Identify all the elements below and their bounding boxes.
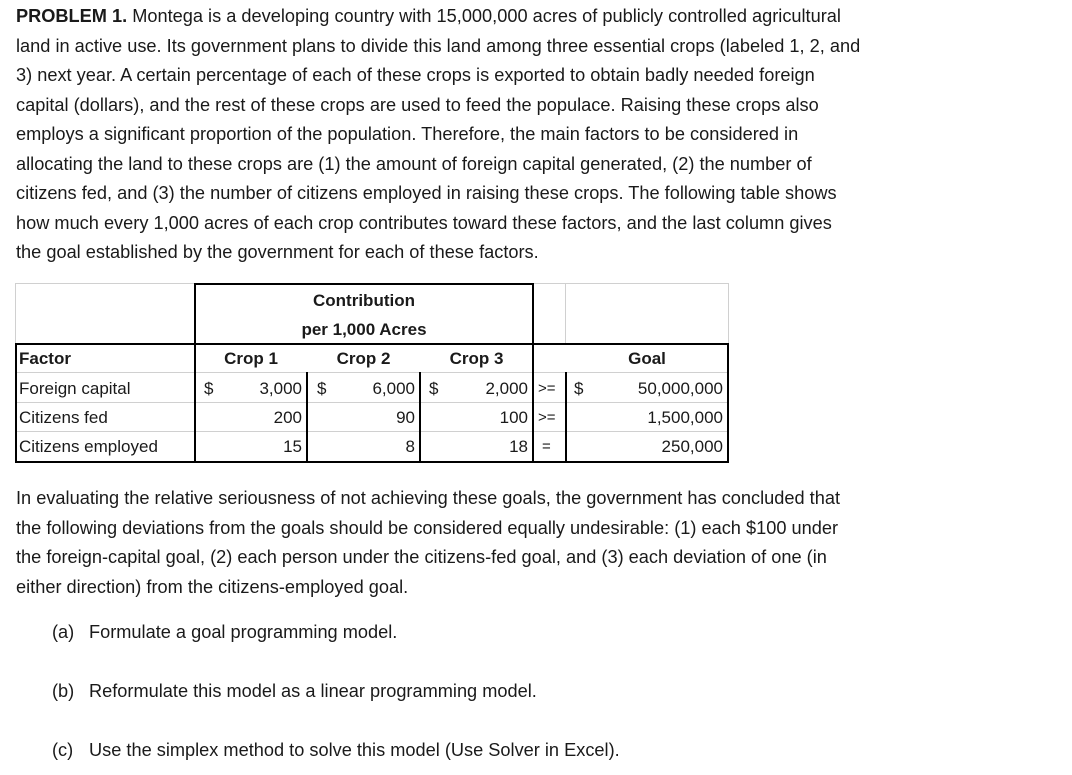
col-header-crop3: Crop 3 [449,349,504,368]
crop1-value: 15 [283,437,302,456]
crop1-value: 200 [273,408,302,427]
header-contribution: Contribution [313,291,415,310]
table-border [565,372,567,462]
grid-line [565,283,566,343]
problem-intro [16,2,1061,268]
evaluation-line-4: either direction) from the citizens-employed goal. [16,576,409,597]
part-c-text: Use the simplex method to solve this model (Use Solver in Excel). [89,740,620,760]
grid-line [15,283,16,343]
intro-line-1: PROBLEM 1. Montega is a developing country with 15,000,000 acres of publicly controlled agricultural [16,6,841,26]
table-border [306,372,308,462]
table-border [419,372,421,462]
table-border [15,461,729,463]
row-factor-label: Foreign capital [19,379,131,398]
problem-heading: PROBLEM 1. [16,6,128,26]
intro-line-2: land in active use. Its government plans to divide this land among three essential crops (labeled 1, 2, and [16,35,861,56]
crop3-value: 18 [509,437,528,456]
table-border [195,283,533,285]
intro-line-5: employs a significant proportion of the population. Therefore, the main factors to be considered in [16,124,799,144]
header-per-acres: per 1,000 Acres [301,320,427,339]
part-b-label: (b) [52,681,75,701]
evaluation-line-1: In evaluating the relative seriousness of not achieving these goals, the government has concluded that [16,488,841,508]
evaluation-line-2: the following deviations from the goals should be considered equally undesirable: (1) each $100 under [16,517,838,538]
evaluation-line-3: the foreign-capital goal, (2) each person under the citizens-fed goal, and (3) each deviation of one (in [16,547,827,567]
part-a-label: (a) [52,622,75,642]
crop3-value: 100 [499,408,528,427]
evaluation-paragraph [16,484,1061,602]
part-a [52,622,397,643]
currency-symbol: $ [317,379,327,398]
col-header-crop1: Crop 1 [224,349,278,368]
intro-line-9: the goal established by the government for each of these factors. [16,242,539,262]
crop2-value: 90 [396,408,415,427]
table-border [15,343,17,463]
currency-symbol: $ [429,379,439,398]
row-factor-label: Citizens fed [19,408,108,427]
grid-line [728,283,729,343]
relation-symbol: >= [538,380,556,397]
currency-symbol: $ [574,379,584,398]
part-b [52,681,537,702]
col-header-goal: Goal [628,349,666,368]
intro-line-4: capital (dollars), and the rest of these crops are used to feed the populace. Raising these crops also [16,94,819,115]
intro-line-3: 3) next year. A certain percentage of each of these crops is exported to obtain badly needed foreign [16,65,815,85]
crop2-value: 6,000 [372,379,415,398]
part-c-label: (c) [52,740,74,760]
intro-line-6: allocating the land to these crops are (1) the amount of foreign capital generated, (2) the number of [16,153,812,174]
goal-value: 1,500,000 [647,408,723,427]
part-c [52,740,620,761]
part-a-text: Formulate a goal programming model. [89,622,398,642]
relation-symbol: = [542,438,551,455]
intro-line-8: how much every 1,000 acres of each crop contributes toward these factors, and the last column gives [16,212,832,233]
goal-value: 50,000,000 [637,379,723,398]
crop3-value: 2,000 [485,379,528,398]
intro-line-7: citizens fed, and (3) the number of citizens employed in raising these crops. The following table shows [16,183,837,203]
relation-symbol: >= [538,409,556,426]
crop1-value: 3,000 [259,379,302,398]
col-header-crop2: Crop 2 [336,349,391,368]
currency-symbol: $ [204,379,214,398]
part-b-text: Reformulate this model as a linear programming model. [89,681,537,701]
crop2-value: 8 [405,437,415,456]
col-header-factor: Factor [19,349,71,368]
row-factor-label: Citizens employed [19,437,158,456]
goal-value: 250,000 [661,437,723,456]
contribution-table [15,283,729,463]
